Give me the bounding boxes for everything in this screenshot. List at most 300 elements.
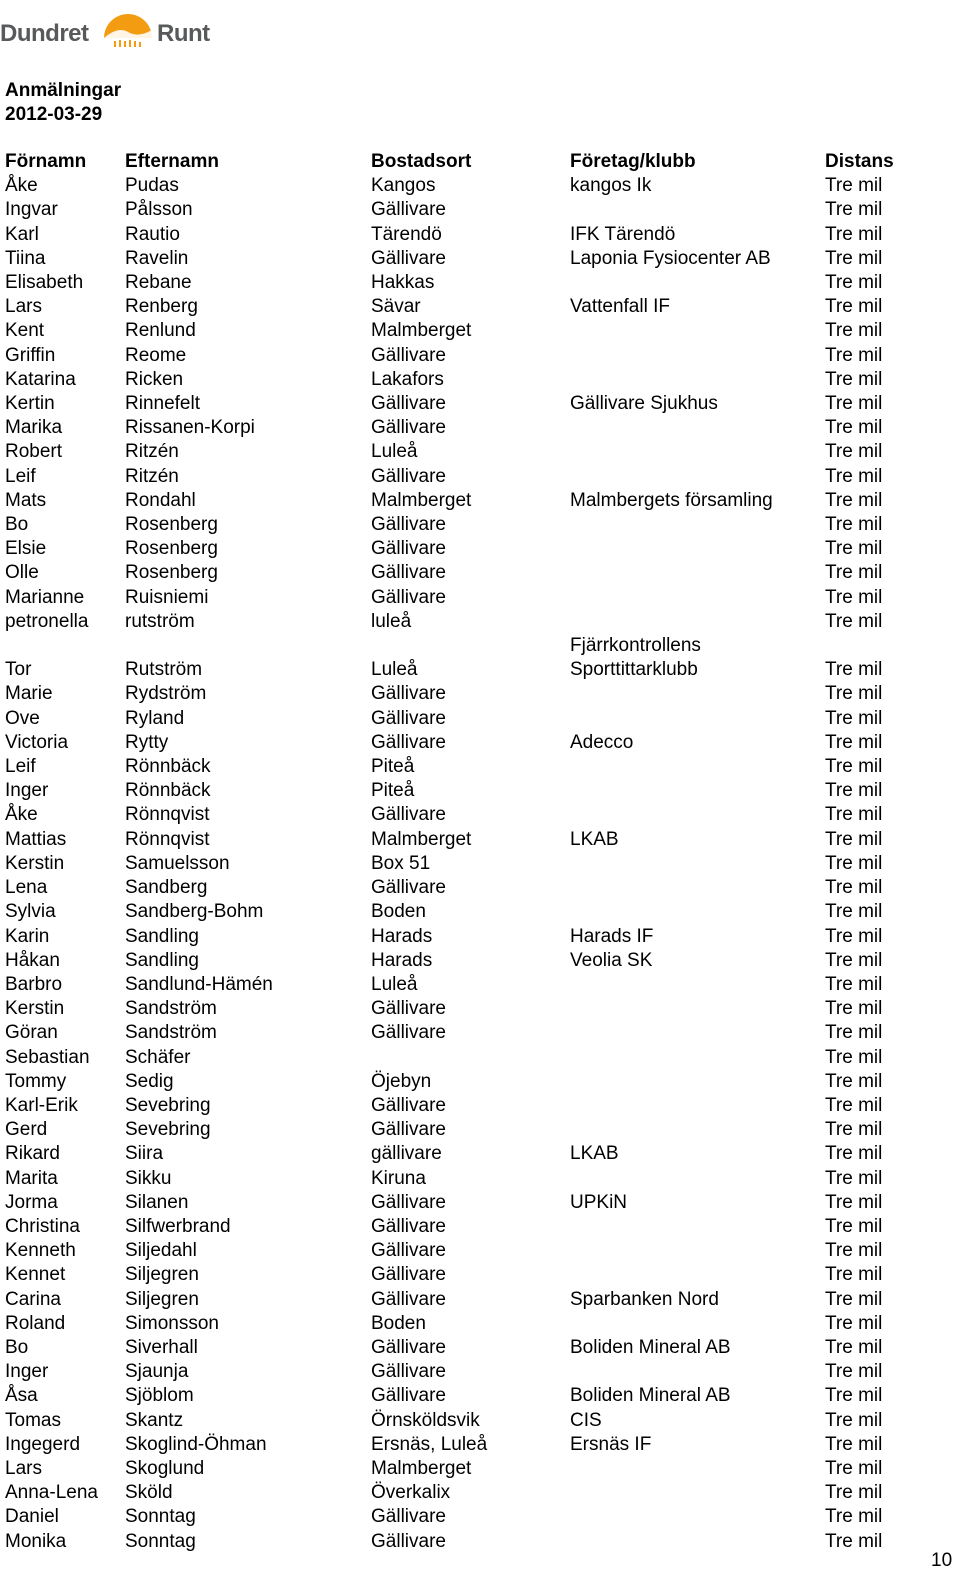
club-cell xyxy=(570,997,825,1021)
first-name-cell: Katarina xyxy=(5,368,76,390)
last-name-cell: Rondahl xyxy=(125,489,196,511)
logo-word-runt: Runt xyxy=(157,20,210,47)
city-cell: Gällivare xyxy=(371,1240,446,1262)
table-row xyxy=(5,1409,935,1433)
city-cell: Öjebyn xyxy=(371,1070,432,1092)
first-name-cell: Karin xyxy=(5,925,50,947)
city-cell: Gällivare xyxy=(371,393,446,415)
city-cell: Kangos xyxy=(371,175,436,197)
distance-cell: Tre mil xyxy=(825,296,883,318)
club-cell: Vattenfall IF xyxy=(570,296,670,318)
city-cell: gällivare xyxy=(371,1143,442,1165)
distance-cell: Tre mil xyxy=(825,804,883,826)
sun-mountain-icon xyxy=(100,4,156,52)
club-cell xyxy=(570,344,825,368)
table-row xyxy=(5,634,935,682)
club-cell: Ersnäs IF xyxy=(570,1433,652,1455)
club-cell xyxy=(570,465,825,489)
table-row xyxy=(5,561,935,585)
first-name-cell: Barbro xyxy=(5,973,63,995)
distance-cell: Tre mil xyxy=(825,1191,883,1213)
last-name-cell: Renlund xyxy=(125,320,196,342)
distance-cell: Tre mil xyxy=(825,247,883,269)
first-name-cell: Marika xyxy=(5,417,63,439)
first-name-cell: Bo xyxy=(5,1336,29,1358)
first-name-cell: Inger xyxy=(5,1361,49,1383)
club-cell xyxy=(570,900,825,924)
table-row xyxy=(5,586,935,610)
first-name-cell: Marianne xyxy=(5,586,85,608)
first-name-cell: Roland xyxy=(5,1312,66,1334)
last-name-cell: Rydström xyxy=(125,683,207,705)
club-cell xyxy=(570,513,825,537)
city-cell: Gällivare xyxy=(371,804,446,826)
distance-cell: Tre mil xyxy=(825,659,883,681)
table-row xyxy=(5,1263,935,1287)
club-cell: kangos Ik xyxy=(570,175,652,197)
last-name-cell: Rosenberg xyxy=(125,562,218,584)
table-row xyxy=(5,440,935,464)
city-cell: Gällivare xyxy=(371,1094,446,1116)
first-name-cell: Bo xyxy=(5,514,29,536)
distance-cell: Tre mil xyxy=(825,1119,883,1141)
distance-cell: Tre mil xyxy=(825,417,883,439)
distance-cell: Tre mil xyxy=(825,1240,883,1262)
city-cell: Box 51 xyxy=(371,852,431,874)
first-name-cell: Marie xyxy=(5,683,53,705)
distance-cell: Tre mil xyxy=(825,707,883,729)
city-cell: Överkalix xyxy=(371,1482,451,1504)
first-name-cell: Kerstin xyxy=(5,852,65,874)
distance-cell: Tre mil xyxy=(825,223,883,245)
distance-cell: Tre mil xyxy=(825,1457,883,1479)
last-name-cell: Renberg xyxy=(125,296,198,318)
first-name-cell: Griffin xyxy=(5,344,56,366)
first-name-cell: Åsa xyxy=(5,1385,38,1407)
table-row xyxy=(5,295,935,319)
distance-cell: Tre mil xyxy=(825,1143,883,1165)
first-name-cell: Mats xyxy=(5,489,47,511)
table-row xyxy=(5,1239,935,1263)
first-name-cell: Leif xyxy=(5,465,36,487)
table-row xyxy=(5,1142,935,1166)
city-cell: Harads xyxy=(371,949,433,971)
club-cell xyxy=(570,1312,825,1336)
distance-cell: Tre mil xyxy=(825,320,883,342)
city-cell: Gällivare xyxy=(371,514,446,536)
table-row xyxy=(5,1215,935,1239)
city-cell: Gällivare xyxy=(371,199,446,221)
city-cell: Gällivare xyxy=(371,683,446,705)
last-name-cell: Rönnqvist xyxy=(125,804,210,826)
first-name-cell: Åke xyxy=(5,175,38,197)
table-row xyxy=(5,997,935,1021)
club-cell xyxy=(570,561,825,585)
club-cell xyxy=(570,1021,825,1045)
distance-cell: Tre mil xyxy=(825,1336,883,1358)
distance-cell: Tre mil xyxy=(825,465,883,487)
club-cell: CIS xyxy=(570,1409,602,1431)
club-cell: Sparbanken Nord xyxy=(570,1288,719,1310)
column-header-foretag-klubb: Företag/klubb xyxy=(570,151,696,172)
first-name-cell: Kerstin xyxy=(5,998,65,1020)
city-cell: Gällivare xyxy=(371,465,446,487)
distance-cell: Tre mil xyxy=(825,828,883,850)
last-name-cell: Rutström xyxy=(125,659,203,681)
last-name-cell: Sikku xyxy=(125,1167,172,1189)
first-name-cell: Kertin xyxy=(5,393,55,415)
club-cell: IFK Tärendö xyxy=(570,223,676,245)
club-cell xyxy=(570,1070,825,1094)
distance-cell: Tre mil xyxy=(825,877,883,899)
last-name-cell: Sandling xyxy=(125,925,199,947)
column-header-distans: Distans xyxy=(825,151,894,172)
last-name-cell: Sjöblom xyxy=(125,1385,194,1407)
table-row xyxy=(5,852,935,876)
last-name-cell: Sonntag xyxy=(125,1506,196,1528)
table-row xyxy=(5,682,935,706)
last-name-cell: Sandberg-Bohm xyxy=(125,901,264,923)
club-cell xyxy=(570,1360,825,1384)
first-name-cell: Tomas xyxy=(5,1409,61,1431)
distance-cell: Tre mil xyxy=(825,998,883,1020)
club-cell xyxy=(570,1505,825,1529)
first-name-cell: Åke xyxy=(5,804,38,826)
last-name-cell: Pålsson xyxy=(125,199,193,221)
distance-cell: Tre mil xyxy=(825,368,883,390)
distance-cell: Tre mil xyxy=(825,1433,883,1455)
first-name-cell: Lena xyxy=(5,877,48,899)
last-name-cell: Silanen xyxy=(125,1191,189,1213)
city-cell: Gällivare xyxy=(371,586,446,608)
table-row xyxy=(5,1118,935,1142)
city-cell: Gällivare xyxy=(371,1506,446,1528)
table-row xyxy=(5,513,935,537)
table-row xyxy=(5,779,935,803)
last-name-cell: Rönnbäck xyxy=(125,780,211,802)
first-name-cell: Kenneth xyxy=(5,1240,76,1262)
distance-cell: Tre mil xyxy=(825,1530,883,1552)
city-cell: Boden xyxy=(371,901,426,923)
distance-cell: Tre mil xyxy=(825,1167,883,1189)
last-name-cell: Skoglund xyxy=(125,1457,205,1479)
last-name-cell: Siljegren xyxy=(125,1264,199,1286)
first-name-cell: Tommy xyxy=(5,1070,67,1092)
distance-cell: Tre mil xyxy=(825,1409,883,1431)
city-cell: Gällivare xyxy=(371,1288,446,1310)
club-cell xyxy=(570,1239,825,1263)
city-cell: Gällivare xyxy=(371,877,446,899)
city-cell: Kiruna xyxy=(371,1167,426,1189)
last-name-cell: Reome xyxy=(125,344,187,366)
distance-cell: Tre mil xyxy=(825,925,883,947)
club-cell xyxy=(570,803,825,827)
last-name-cell: rutström xyxy=(125,610,195,632)
last-name-cell: Siira xyxy=(125,1143,164,1165)
table-row xyxy=(5,707,935,731)
distance-cell: Tre mil xyxy=(825,731,883,753)
city-cell: Malmberget xyxy=(371,489,472,511)
table-row xyxy=(5,1167,935,1191)
distance-cell: Tre mil xyxy=(825,1022,883,1044)
table-row xyxy=(5,973,935,997)
last-name-cell: Ricken xyxy=(125,368,184,390)
table-row xyxy=(5,731,935,755)
first-name-cell: Håkan xyxy=(5,949,60,971)
last-name-cell: Rinnefelt xyxy=(125,393,200,415)
last-name-cell: Pudas xyxy=(125,175,179,197)
first-name-cell: Elsie xyxy=(5,538,47,560)
table-row xyxy=(5,755,935,779)
distance-cell: Tre mil xyxy=(825,344,883,366)
city-cell: Gällivare xyxy=(371,1119,446,1141)
last-name-cell: Rautio xyxy=(125,223,180,245)
city-cell: Gällivare xyxy=(371,1361,446,1383)
club-cell: LKAB xyxy=(570,828,619,850)
last-name-cell: Sandström xyxy=(125,998,217,1020)
club-cell xyxy=(570,1457,825,1481)
last-name-cell: Rosenberg xyxy=(125,514,218,536)
club-cell xyxy=(570,271,825,295)
first-name-cell: Kennet xyxy=(5,1264,66,1286)
table-row xyxy=(5,610,935,634)
city-cell: Harads xyxy=(371,925,433,947)
city-cell: luleå xyxy=(371,610,412,632)
city-cell: Malmberget xyxy=(371,320,472,342)
table-row xyxy=(5,1433,935,1457)
club-cell xyxy=(570,1167,825,1191)
city-cell: Gällivare xyxy=(371,247,446,269)
distance-cell: Tre mil xyxy=(825,1482,883,1504)
distance-cell: Tre mil xyxy=(825,1215,883,1237)
first-name-cell: Ingegerd xyxy=(5,1433,81,1455)
table-row xyxy=(5,1530,935,1554)
last-name-cell: Sedig xyxy=(125,1070,174,1092)
city-cell: Tärendö xyxy=(371,223,442,245)
distance-cell: Tre mil xyxy=(825,1288,883,1310)
club-cell: Fjärrkontrollens Sporttittarklubb xyxy=(570,635,701,681)
distance-cell: Tre mil xyxy=(825,973,883,995)
last-name-cell: Skoglind-Öhman xyxy=(125,1433,267,1455)
club-cell: Boliden Mineral AB xyxy=(570,1385,731,1407)
club-cell: Harads IF xyxy=(570,925,654,947)
city-cell: Luleå xyxy=(371,441,418,463)
last-name-cell: Sandström xyxy=(125,1022,217,1044)
first-name-cell: Monika xyxy=(5,1530,67,1552)
table-row xyxy=(5,1288,935,1312)
table-row xyxy=(5,1360,935,1384)
last-name-cell: Sevebring xyxy=(125,1094,211,1116)
distance-cell: Tre mil xyxy=(825,683,883,705)
table-row xyxy=(5,900,935,924)
city-cell: Gällivare xyxy=(371,562,446,584)
table-row xyxy=(5,1070,935,1094)
city-cell: Gällivare xyxy=(371,1022,446,1044)
distance-cell: Tre mil xyxy=(825,1506,883,1528)
club-cell xyxy=(570,1046,825,1070)
club-cell xyxy=(570,610,825,634)
first-name-cell: Ingvar xyxy=(5,199,58,221)
table-row xyxy=(5,1384,935,1408)
first-name-cell: Mattias xyxy=(5,828,67,850)
first-name-cell: Victoria xyxy=(5,731,69,753)
column-header-fornamn: Förnamn xyxy=(5,151,87,172)
distance-cell: Tre mil xyxy=(825,514,883,536)
table-row xyxy=(5,925,935,949)
table-row xyxy=(5,803,935,827)
table-row xyxy=(5,223,935,247)
distance-cell: Tre mil xyxy=(825,562,883,584)
club-cell xyxy=(570,876,825,900)
city-cell: Gällivare xyxy=(371,1264,446,1286)
city-cell: Gällivare xyxy=(371,1215,446,1237)
first-name-cell: Karl-Erik xyxy=(5,1094,78,1116)
table-row xyxy=(5,174,935,198)
distance-cell: Tre mil xyxy=(825,1046,883,1068)
table-row xyxy=(5,198,935,222)
table-row xyxy=(5,1021,935,1045)
city-cell: Luleå xyxy=(371,973,418,995)
first-name-cell: Leif xyxy=(5,756,36,778)
last-name-cell: Sköld xyxy=(125,1482,173,1504)
first-name-cell: Tiina xyxy=(5,247,46,269)
first-name-cell: Carina xyxy=(5,1288,61,1310)
last-name-cell: Silfwerbrand xyxy=(125,1215,231,1237)
first-name-cell: Daniel xyxy=(5,1506,59,1528)
last-name-cell: Ryland xyxy=(125,707,185,729)
city-cell: Luleå xyxy=(371,659,418,681)
last-name-cell: Ruisniemi xyxy=(125,586,209,608)
distance-cell: Tre mil xyxy=(825,538,883,560)
last-name-cell: Ravelin xyxy=(125,247,189,269)
last-name-cell: Siljedahl xyxy=(125,1240,197,1262)
distance-cell: Tre mil xyxy=(825,1361,883,1383)
distance-cell: Tre mil xyxy=(825,175,883,197)
table-row xyxy=(5,465,935,489)
distance-cell: Tre mil xyxy=(825,489,883,511)
table-header-row xyxy=(5,150,935,174)
club-cell xyxy=(570,1118,825,1142)
club-cell xyxy=(570,1263,825,1287)
city-cell: Piteå xyxy=(371,780,415,802)
club-cell xyxy=(570,416,825,440)
registrations-table xyxy=(5,150,935,1554)
first-name-cell: Gerd xyxy=(5,1119,48,1141)
last-name-cell: Ritzén xyxy=(125,465,179,487)
city-cell: Boden xyxy=(371,1312,426,1334)
table-row xyxy=(5,1481,935,1505)
table-row xyxy=(5,489,935,513)
last-name-cell: Rönnbäck xyxy=(125,756,211,778)
first-name-cell: Olle xyxy=(5,562,39,584)
table-row xyxy=(5,392,935,416)
distance-cell: Tre mil xyxy=(825,1312,883,1334)
column-header-bostadsort: Bostadsort xyxy=(371,151,472,172)
first-name-cell: Göran xyxy=(5,1022,58,1044)
last-name-cell: Skantz xyxy=(125,1409,184,1431)
last-name-cell: Siverhall xyxy=(125,1336,198,1358)
club-cell xyxy=(570,537,825,561)
first-name-cell: Elisabeth xyxy=(5,272,84,294)
club-cell xyxy=(570,755,825,779)
last-name-cell: Rissanen-Korpi xyxy=(125,417,255,439)
distance-cell: Tre mil xyxy=(825,586,883,608)
first-name-cell: Rikard xyxy=(5,1143,60,1165)
table-row xyxy=(5,1046,935,1070)
city-cell: Gällivare xyxy=(371,1530,446,1552)
first-name-cell: Jorma xyxy=(5,1191,58,1213)
distance-cell: Tre mil xyxy=(825,756,883,778)
city-cell: Gällivare xyxy=(371,707,446,729)
club-cell xyxy=(570,1530,825,1554)
first-name-cell: Lars xyxy=(5,296,42,318)
city-cell: Gällivare xyxy=(371,1385,446,1407)
last-name-cell: Rönnqvist xyxy=(125,828,210,850)
table-row xyxy=(5,344,935,368)
last-name-cell: Sonntag xyxy=(125,1530,196,1552)
distance-cell: Tre mil xyxy=(825,1094,883,1116)
table-row xyxy=(5,319,935,343)
city-cell: Piteå xyxy=(371,756,415,778)
club-cell: LKAB xyxy=(570,1143,619,1165)
first-name-cell: Ove xyxy=(5,707,40,729)
first-name-cell: Sylvia xyxy=(5,901,56,923)
distance-cell: Tre mil xyxy=(825,272,883,294)
last-name-cell: Rytty xyxy=(125,731,169,753)
first-name-cell: Christina xyxy=(5,1215,80,1237)
table-row xyxy=(5,247,935,271)
city-cell: Lakafors xyxy=(371,368,444,390)
column-header-efternamn: Efternamn xyxy=(125,151,219,172)
table-row xyxy=(5,537,935,561)
page-date: 2012-03-29 xyxy=(5,104,103,125)
table-row xyxy=(5,828,935,852)
city-cell: Gällivare xyxy=(371,998,446,1020)
last-name-cell: Samuelsson xyxy=(125,852,230,874)
logo xyxy=(0,4,230,52)
club-cell xyxy=(570,440,825,464)
distance-cell: Tre mil xyxy=(825,1385,883,1407)
page-title: Anmälningar xyxy=(5,80,122,101)
first-name-cell: Anna-Lena xyxy=(5,1482,98,1504)
last-name-cell: Sandling xyxy=(125,949,199,971)
last-name-cell: Schäfer xyxy=(125,1046,191,1068)
last-name-cell: Sjaunja xyxy=(125,1361,189,1383)
table-row xyxy=(5,416,935,440)
club-cell xyxy=(570,779,825,803)
table-row xyxy=(5,1312,935,1336)
distance-cell: Tre mil xyxy=(825,780,883,802)
city-cell xyxy=(371,1046,570,1070)
club-cell: Malmbergets församling xyxy=(570,489,773,511)
table-row xyxy=(5,876,935,900)
last-name-cell: Sandlund-Hämén xyxy=(125,973,273,995)
city-cell: Sävar xyxy=(371,296,421,318)
first-name-cell: Robert xyxy=(5,441,63,463)
distance-cell: Tre mil xyxy=(825,852,883,874)
club-cell xyxy=(570,368,825,392)
last-name-cell: Sandberg xyxy=(125,877,208,899)
club-cell xyxy=(570,852,825,876)
table-row xyxy=(5,1457,935,1481)
city-cell: Hakkas xyxy=(371,272,435,294)
last-name-cell: Rosenberg xyxy=(125,538,218,560)
distance-cell: Tre mil xyxy=(825,1070,883,1092)
first-name-cell: Kent xyxy=(5,320,45,342)
table-row xyxy=(5,1094,935,1118)
first-name-cell: petronella xyxy=(5,610,89,632)
distance-cell: Tre mil xyxy=(825,949,883,971)
